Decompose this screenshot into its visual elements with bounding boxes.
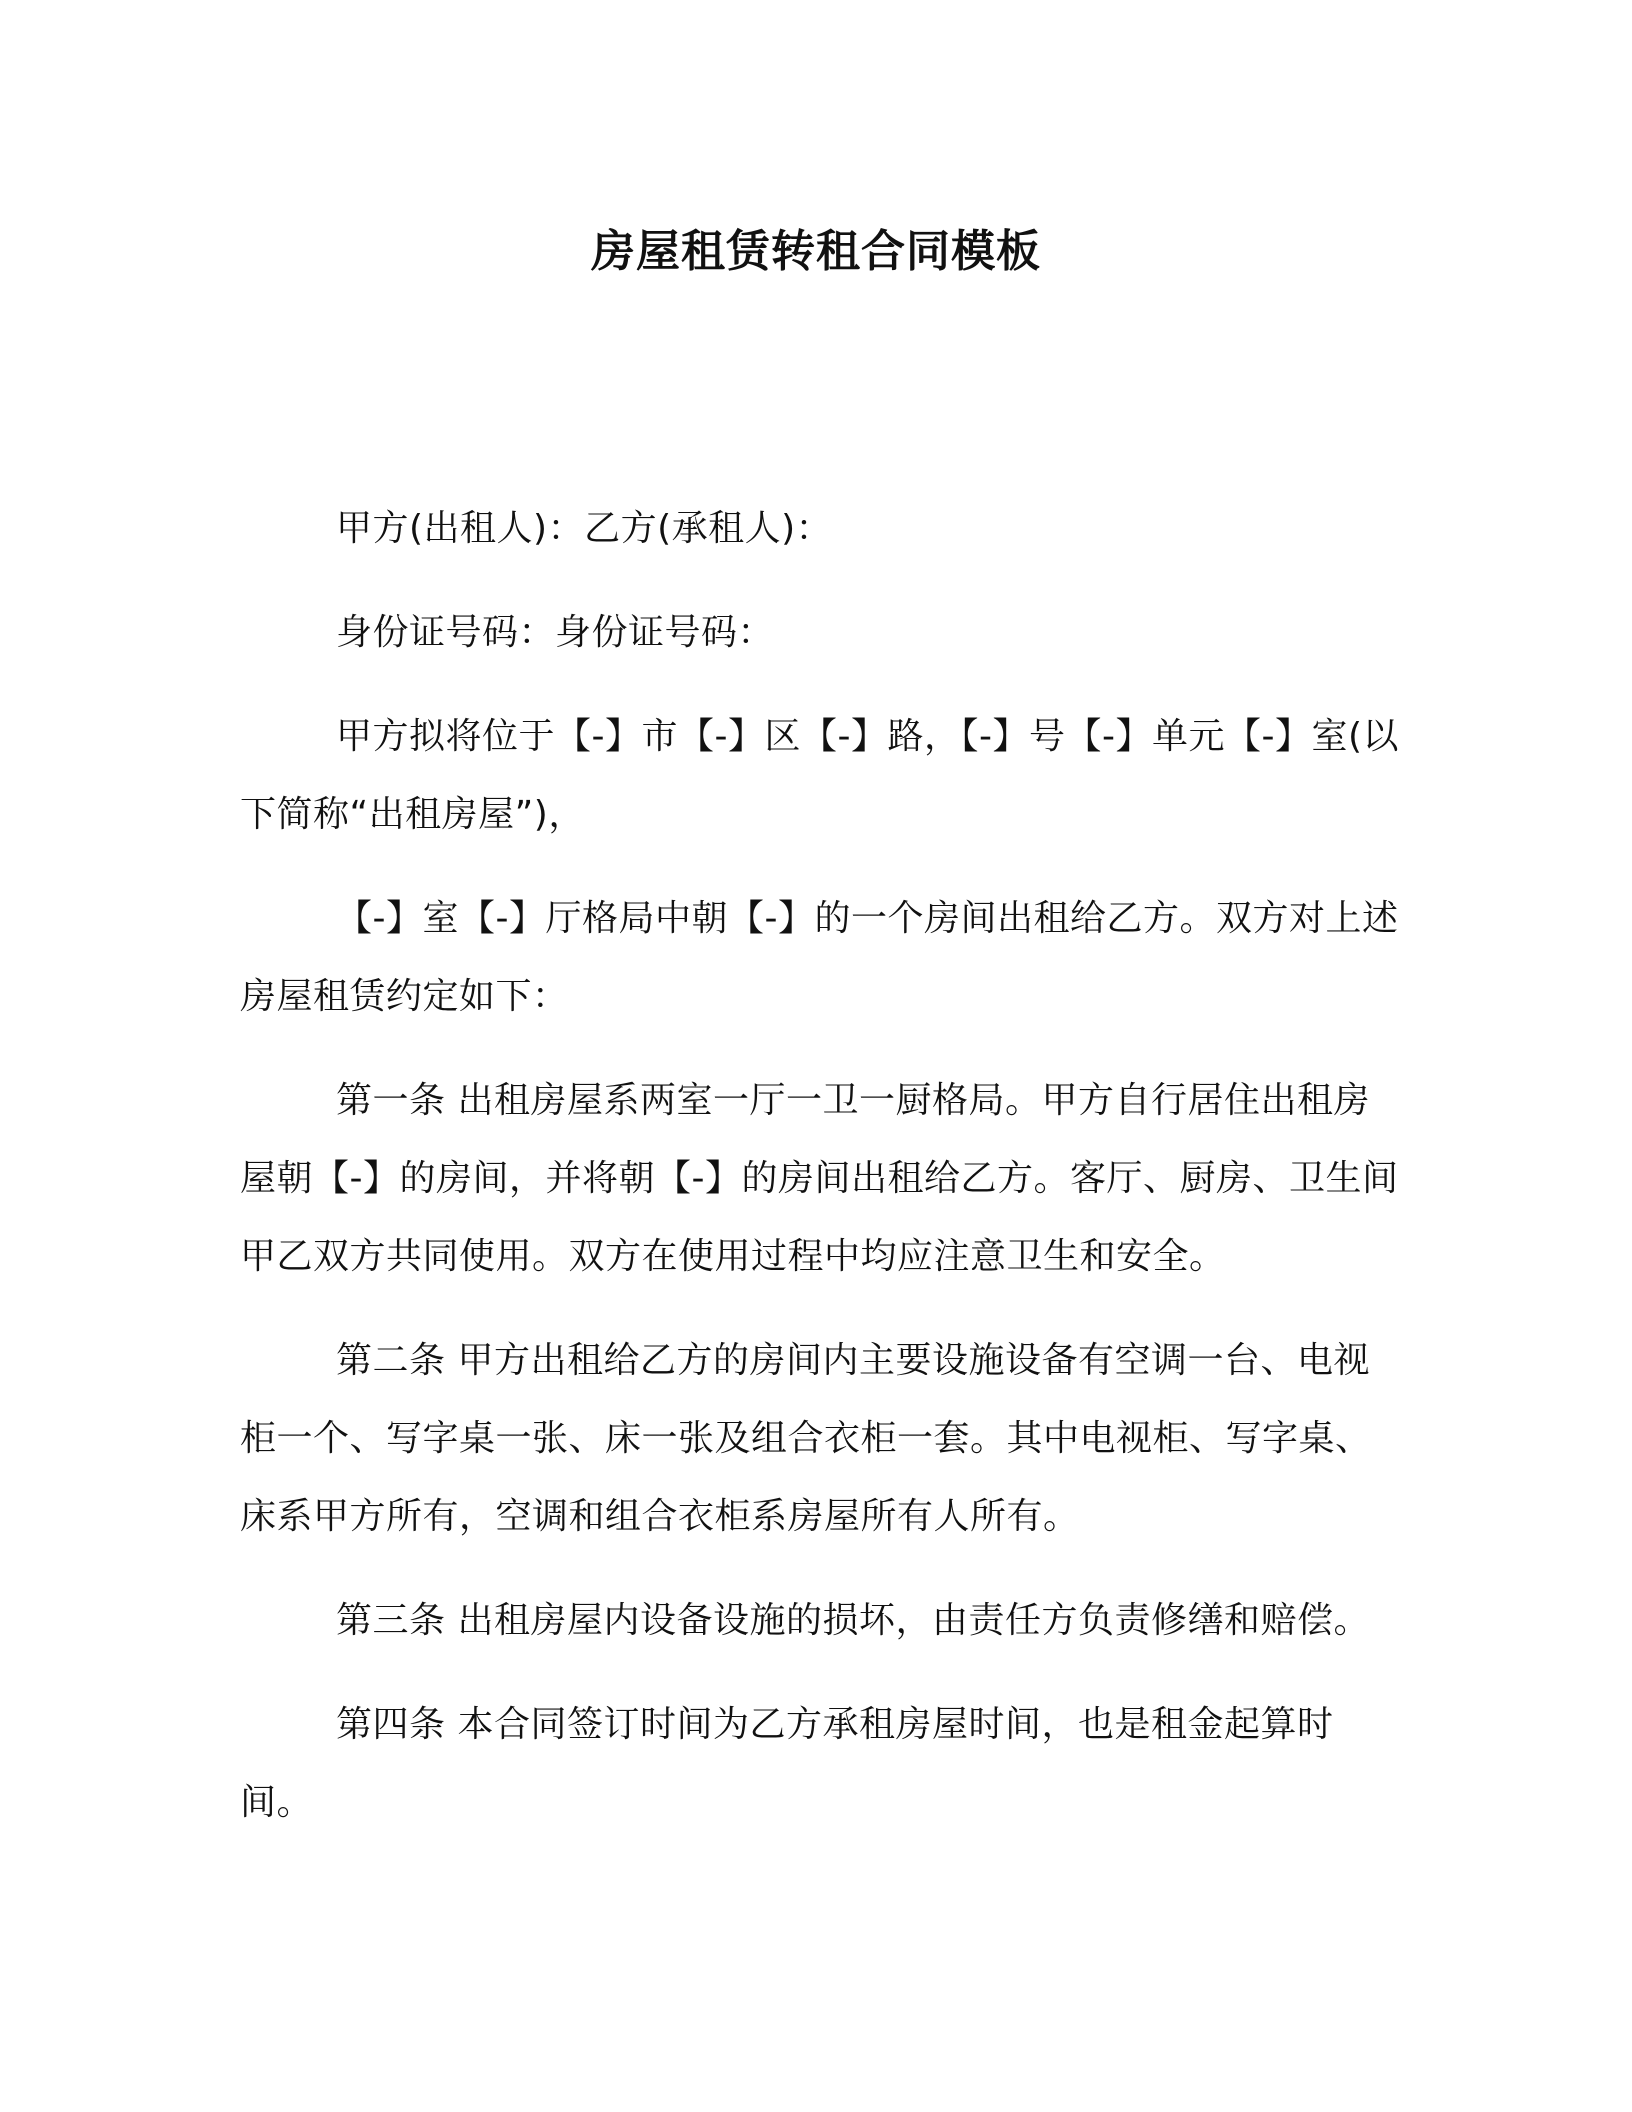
room-layout-paragraph: 【-】室【-】厅格局中朝【-】的一个房间出租给乙方。双方对上述房屋租赁约定如下： (240, 898, 1399, 1017)
id-number-line: 身份证号码：身份证号码： (336, 612, 775, 653)
article-3: 第三条 出租房屋内设备设施的损坏，由责任方负责修缮和赔偿。 (336, 1600, 1370, 1641)
property-location-paragraph: 甲方拟将位于【-】市【-】区【-】路，【-】号【-】单元【-】室(以下简称“出租房屋”)， (240, 716, 1399, 835)
document-body (240, 490, 1400, 1868)
article-4: 第四条 本合同签订时间为乙方承租房屋时间，也是租金起算时间。 (240, 1704, 1334, 1823)
article-2: 第二条 甲方出租给乙方的房间内主要设施设备有空调一台、电视柜一个、写字桌一张、床一张及组合衣柜一套。其中电视柜、写字桌、床系甲方所有，空调和组合衣柜系房屋所有人所有。 (240, 1340, 1372, 1537)
parties-line: 甲方(出租人)：乙方(承租人)： (336, 508, 833, 549)
document-title: 房屋租赁转租合同模板 (591, 226, 1041, 277)
article-1: 第一条 出租房屋系两室一厅一卫一厨格局。甲方自行居住出租房屋朝【-】的房间，并将朝【-】的房间出租给乙方。客厅、厨房、卫生间甲乙双方共同使用。双方在使用过程中均应注意卫生和安全。 (240, 1080, 1399, 1277)
